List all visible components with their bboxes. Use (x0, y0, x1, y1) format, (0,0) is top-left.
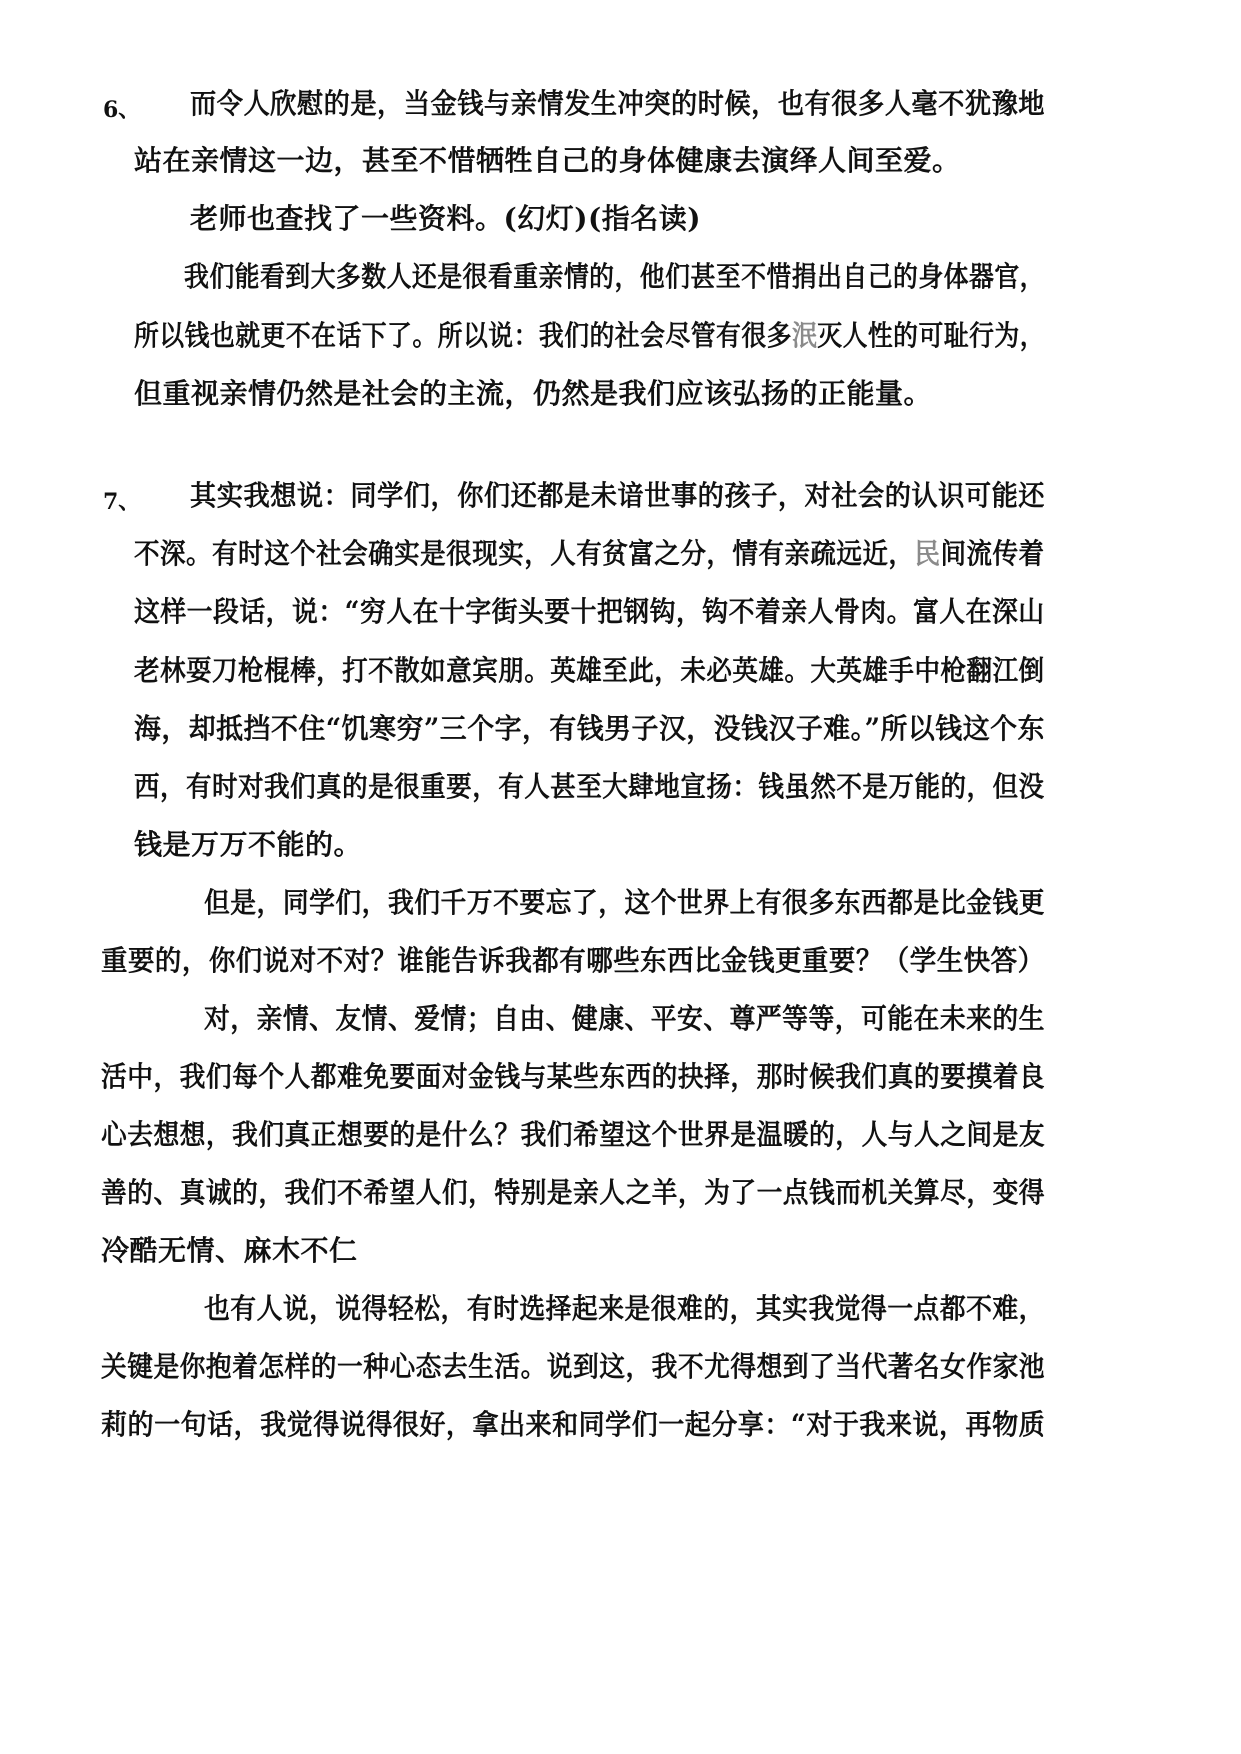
faded-char: 泯 (791, 319, 818, 352)
section7-para3-line-1: 对，亲情、友情、爱情；自由、健康、平安、尊严等等，可能在未来的生 (204, 1002, 1045, 1035)
section-number-6: 6、 (103, 97, 141, 123)
section7-line-7: 钱是万万不能的。 (134, 828, 363, 861)
section6-para-line-2 (134, 316, 1045, 356)
section7-line-4: 老林耍刀枪棍棒，打不散如意宾朋。英雄至此，未必英雄。大英雄手中枪翻江倒 (134, 654, 1045, 687)
section7-para2-line-1: 但是，同学们，我们千万不要忘了，这个世界上有很多东西都是比金钱更 (204, 886, 1045, 919)
section6-line-1: 而令人欣慰的是，当金钱与亲情发生冲突的时候，也有很多人毫不犹豫地 (190, 87, 1046, 120)
section7-line-3: 这样一段话，说：“穷人在十字街头要十把钢钩，钩不着亲人骨肉。富人在深山 (134, 595, 1045, 628)
section6-para-line-2-a: 所以钱也就更不在话下了。所以说：我们的社会尽管有很多 (134, 319, 792, 352)
section7-line-2-a: 不深。有时这个社会确实是很现实，人有贫富之分，情有亲疏远近， (134, 537, 915, 570)
section7-line-2 (134, 534, 1045, 574)
section6-para-line-3: 但重视亲情仍然是社会的主流，仍然是我们应该弘扬的正能量。 (134, 377, 933, 410)
section7-para3-line-5: 冷酷无情、麻木不仁 (101, 1234, 358, 1267)
section7-para3-line-3: 心去想想，我们真正想要的是什么？我们希望这个世界是温暖的，人与人之间是友 (101, 1118, 1046, 1151)
section7-para2-line-2: 重要的，你们说对不对？谁能告诉我都有哪些东西比金钱更重要？（学生快答） (101, 944, 1045, 977)
section6-para-line-1: 我们能看到大多数人还是很看重亲情的，他们甚至不惜捐出自己的身体器官， (184, 260, 1045, 293)
section7-para4-line-1: 也有人说，说得轻松，有时选择起来是很难的，其实我觉得一点都不难， (204, 1292, 1045, 1325)
section7-line-5: 海，却抵挡不住“饥寒穷”三个字，有钱男子汉，没钱汉子难。”所以钱这个东 (134, 712, 1045, 745)
section6-note: 老师也查找了一些资料。(幻灯)(指名读) (190, 202, 701, 235)
section7-line-2-b: 间流传着 (940, 537, 1045, 570)
section6-para-line-2-b: 灭人性的可耻行为， (817, 319, 1046, 352)
section7-para3-line-2: 活中，我们每个人都难免要面对金钱与某些东西的抉择，那时候我们真的要摸着良 (101, 1060, 1046, 1093)
section7-line-1: 其实我想说：同学们，你们还都是未谙世事的孩子，对社会的认识可能还 (190, 479, 1046, 512)
section-number-7: 7、 (103, 489, 141, 515)
section7-para4-line-2: 关键是你抱着怎样的一种心态去生活。说到这，我不尤得想到了当代著名女作家池 (101, 1350, 1046, 1383)
section6-line-2: 站在亲情这一边，甚至不惜牺牲自己的身体健康去演绎人间至爱。 (134, 144, 961, 177)
section7-line-6: 西，有时对我们真的是很重要，有人甚至大肆地宣扬：钱虽然不是万能的，但没 (134, 770, 1045, 803)
section7-para4-line-3: 莉的一句话，我觉得说得很好，拿出来和同学们一起分享：“对于我来说，再物质 (101, 1408, 1046, 1441)
section7-para3-line-4: 善的、真诚的，我们不希望人们，特别是亲人之羊，为了一点钱而机关算尽，变得 (101, 1176, 1046, 1209)
faded-char: 民 (914, 537, 941, 570)
